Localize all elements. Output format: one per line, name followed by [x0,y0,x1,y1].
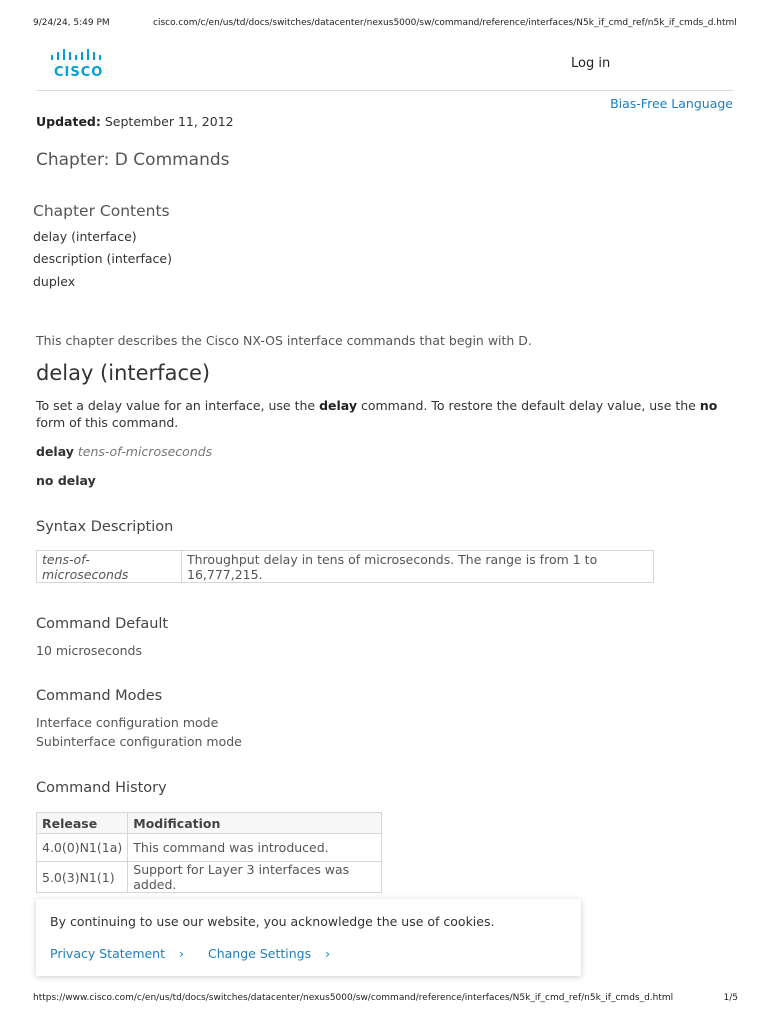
table-row [37,834,382,862]
syntax-argument: tens-of-microseconds [77,444,213,459]
delay-description [36,397,726,431]
desc-text: form of this command. [36,415,179,430]
desc-no-keyword: no [699,398,718,413]
chapter-title: Chapter: D Commands [36,150,230,170]
desc-text: To set a delay value for an interface, use the [36,398,320,413]
column-header-release: Release [37,813,128,834]
syntax-line [36,444,212,459]
command-modes-heading: Command Modes [36,688,163,704]
history-release: 5.0(3)N1(1) [37,862,128,893]
print-footer [33,993,738,1003]
section-heading-delay: delay (interface) [36,361,211,385]
chevron-right-icon: › [325,946,331,961]
print-datetime: 9/24/24, 5:49 PM [33,18,110,28]
command-history-heading: Command History [36,780,167,796]
command-default-heading: Command Default [36,616,169,632]
cookie-message: By continuing to use our website, you acknowledge the use of cookies. [50,914,495,929]
history-release: 4.0(0)N1(1a) [37,834,128,862]
cisco-bridge-icon [49,48,103,64]
updated-line [36,114,234,129]
syntax-description-heading: Syntax Description [36,519,174,535]
cookie-links [50,946,350,961]
desc-text: command. To restore the default delay value, use the [357,398,700,413]
cisco-logo[interactable] [49,48,104,80]
updated-date: September 11, 2012 [104,114,234,129]
site-header [36,48,733,91]
toc-item-delay[interactable]: delay (interface) [33,229,137,244]
column-header-modification: Modification [128,813,382,834]
chapter-contents-title: Chapter Contents [33,202,170,220]
history-modification: Support for Layer 3 interfaces was added. [128,862,382,893]
privacy-statement-link[interactable] [50,946,194,961]
change-settings-link[interactable] [208,946,340,961]
bias-free-language-link[interactable]: Bias-Free Language [610,96,733,111]
syntax-description-table [36,550,654,583]
toc-item-duplex[interactable]: duplex [33,274,76,289]
command-history-table [36,812,382,893]
privacy-statement-label: Privacy Statement [50,946,166,961]
no-syntax-command: no delay [36,473,96,488]
print-url: cisco.com/c/en/us/td/docs/switches/datacenter/nexus5000/sw/command/reference/interfaces/N5k_if_cmd_ref/n5k_if_cmds_d.html [153,18,737,28]
syntax-param: tens-of-microseconds [37,551,182,583]
syntax-param-desc: Throughput delay in tens of microseconds. The range is from 1 to 16,777,215. [182,551,654,583]
desc-command: delay [319,398,358,413]
print-footer-url: https://www.cisco.com/c/en/us/td/docs/switches/datacenter/nexus5000/sw/command/reference/interfaces/N5k_if_cmd_ref/n5k_if_cmds_d.html [33,993,674,1003]
history-modification: This command was introduced. [128,834,382,862]
chevron-right-icon: › [179,946,184,961]
change-settings-label: Change Settings [207,946,312,961]
no-syntax-line [36,473,96,488]
login-link[interactable]: Log in [571,56,611,71]
command-mode-item: Interface configuration mode [36,715,219,730]
print-page-number: 1/5 [723,993,738,1003]
table-row [37,862,382,893]
command-mode-item: Subinterface configuration mode [36,734,242,749]
table-row [37,551,654,583]
table-header-row [37,813,382,834]
command-default-value: 10 microseconds [36,643,143,658]
syntax-command: delay [36,444,74,459]
updated-label: Updated: [36,114,101,129]
toc-item-description[interactable]: description (interface) [33,251,172,266]
logo-wordmark: CISCO [54,65,104,80]
cookie-banner [36,899,581,976]
chapter-intro: This chapter describes the Cisco NX-OS interface commands that begin with D. [36,333,532,348]
